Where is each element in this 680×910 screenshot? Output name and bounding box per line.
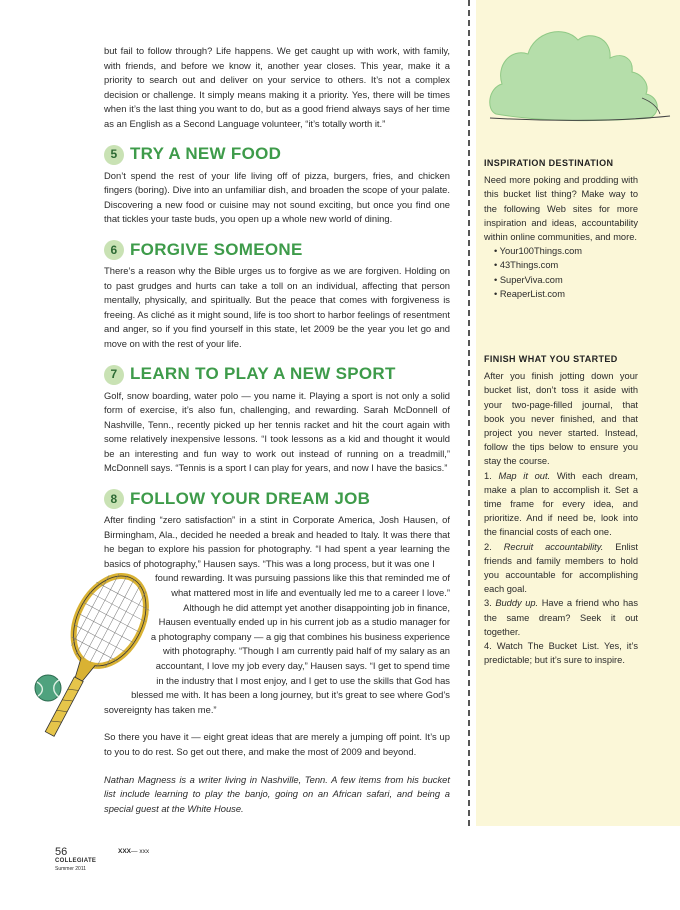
wrapped-line: accountant, I love my job every day,” Hausen says. “I get to spend time bbox=[155, 660, 450, 671]
wrapped-line: blessed me with. It has been a long journey, but it’s great to see where God’s bbox=[131, 689, 450, 701]
wrapped-line: Although he did attempt yet another disappointing job in finance, bbox=[183, 601, 450, 613]
tennis-racket-illustration bbox=[28, 560, 178, 770]
wrapped-line: sovereignty has taken me.” bbox=[104, 703, 217, 715]
section-title: FORGIVE SOMEONE bbox=[130, 239, 303, 259]
section-title: FOLLOW YOUR DREAM JOB bbox=[130, 488, 371, 508]
inspiration-links bbox=[484, 244, 638, 301]
section-5-body: Don’t spend the rest of your life living off of pizza, burgers, fries, and chicken fingers (boring). Dive into an unfamiliar dish, and broaden the scope of your palate. Discovering a new food or cuisine may not sound exciting, but once you find one that tickles your taste buds, you open up a whole new world of dining. bbox=[104, 169, 450, 225]
tip-item bbox=[484, 469, 638, 540]
section-7-heading bbox=[104, 365, 450, 385]
author-bio: Nathan Magness is a writer living in Nashville, Tenn. A few items from his bucket list include learning to play the banjo, going on an African safari, and being a special guest at the White House. bbox=[104, 773, 450, 814]
section-title: TRY A NEW FOOD bbox=[130, 144, 282, 164]
inspiration-heading: INSPIRATION DESTINATION bbox=[484, 158, 614, 168]
tip-text: Watch The Bucket List. Yes, it’s predictable; but it’s sure to inspire. bbox=[484, 641, 638, 666]
tip-text: Enlist friends and family members to hold you accountable for accomplishing each goal. bbox=[484, 541, 638, 595]
section-8-heading bbox=[104, 489, 450, 509]
page-number: 56 bbox=[55, 846, 68, 858]
wrapped-line: what mattered most in life and eventually led me to a career I love.” bbox=[171, 587, 450, 599]
section-number: 8 bbox=[104, 489, 124, 509]
finish-box bbox=[484, 352, 638, 667]
wrapped-line: with photography. “Though I am currently paid half of my salary as an bbox=[163, 645, 450, 657]
folio bbox=[118, 848, 149, 855]
section-6-heading bbox=[104, 240, 450, 260]
wrapped-line: Hausen eventually ended up in his current job as a studio manager for bbox=[158, 616, 450, 628]
wrapped-line: in the industry that I most enjoy, and I get to use the skills that God has bbox=[156, 674, 450, 686]
section-5-heading bbox=[104, 145, 450, 165]
section-number: 7 bbox=[104, 365, 124, 385]
section-number: 5 bbox=[104, 145, 124, 165]
website-link[interactable]: • Your100Things.com bbox=[494, 244, 638, 258]
website-link[interactable]: • SuperViva.com bbox=[494, 273, 638, 287]
tip-title: Recruit accountability. bbox=[503, 541, 604, 552]
finish-heading: FINISH WHAT YOU STARTED bbox=[484, 354, 618, 364]
tennis-ball-illustration bbox=[32, 672, 64, 704]
tip-number: 4. bbox=[484, 641, 492, 652]
website-link[interactable]: • ReaperList.com bbox=[494, 287, 638, 301]
inspiration-body: Need more poking and prodding with this bucket list thing? Make way to the following Web sites for more inspiration and ideas, accountability within online communities, and more. bbox=[484, 175, 638, 243]
folio-bold: XXX bbox=[118, 848, 132, 855]
tip-item bbox=[484, 596, 638, 639]
website-link[interactable]: • 43Things.com bbox=[494, 258, 638, 272]
section-6-body: There’s a reason why the Bible urges us to forgive as we are forgiven. Holding on to past grudges and hurts can take a toll on an individual, affecting that person mentally, physically, and spiritually. But the peace that comes with forgiveness is freeing. As cliché as it might sound, life is too short to harbor feelings of resentment and anger, so if you find yourself in this state, let 2009 be the year you let go and move on with the rest of your life. bbox=[104, 264, 450, 349]
tip-number: 1. bbox=[484, 470, 492, 481]
section-7-body: Golf, snow boarding, water polo — you name it. Playing a sport is not only a solid form of exercise, it’s also fun, challenging, and rewarding. Sarah McDonnell of Nashville, Tenn., recently picked up her tennis racket and hit the court again with some relatively inexpensive lessons. “I took lessons as a kid and thought it would be an interesting and fun way to work out instead of running on a treadmill,” McDonnell says. “Tennis is a sport I can play for years, and now I have the basics.” bbox=[104, 389, 450, 474]
tip-number: 2. bbox=[484, 541, 492, 552]
tip-text: With each dream, make a plan to accomplish it. Set a time frame for every idea, and prioritize. And if need be, look into the financial costs of each one. bbox=[484, 470, 638, 538]
section-number: 6 bbox=[104, 240, 124, 260]
magazine-name: COLLEGIATE bbox=[55, 858, 97, 864]
wrapped-line: a photography company — a gig that combines his business experience bbox=[150, 630, 450, 642]
cloud-illustration bbox=[482, 18, 672, 130]
finish-body: After you finish jotting down your bucket list, don’t toss it aside with your two-page-filled journal, that book you never finished, and that project you never started. Instead, follow the tips below to ensure you stay the course. bbox=[484, 371, 638, 467]
column-divider bbox=[468, 0, 470, 826]
intro-paragraph: but fail to follow through? Life happens. We get caught up with work, with family, with friends, and before we know it, another year closes. This year, make it a priority to search out and deliver on your service to others. It’s not a complex decision or challenge. It simply means making it a priority. Yes, there will be times when it’s the last thing you want to do, but as a good friend always says of her time as an English as a Second Language volunteer, “it’s totally worth it.” bbox=[104, 45, 450, 129]
section-title: LEARN TO PLAY A NEW SPORT bbox=[130, 364, 396, 384]
wrapped-line: found rewarding. It was pursuing passions like this that reminded me of bbox=[155, 572, 450, 584]
tip-text: Have a friend who has the same dream? Seek it out together. bbox=[484, 598, 638, 637]
inspiration-box bbox=[484, 156, 638, 301]
tip-item bbox=[484, 639, 638, 667]
section-8-body: After finding “zero satisfaction” in a stint in Corporate America, Josh Hausen, of Birmingham, Ala., decided he needed a break and headed to Italy. It was there that he began to explore his passion for photography. “I had spent a year learning the basics of photography,” Hausen says. “This was a long process, but it was one I bbox=[104, 514, 450, 569]
issue-date: Summer 2011 bbox=[55, 866, 87, 872]
tip-number: 3. bbox=[484, 598, 492, 609]
tip-item bbox=[484, 540, 638, 597]
tip-title: Buddy up. bbox=[495, 598, 539, 609]
closing-paragraph: So there you have it — eight great ideas that are merely a jumping off point. It’s up to you to do rest. So get out there, and make the most of 2009 and beyond. bbox=[104, 731, 450, 757]
folio-rest: — xxx bbox=[131, 848, 150, 855]
tip-title: Map it out. bbox=[498, 470, 551, 481]
